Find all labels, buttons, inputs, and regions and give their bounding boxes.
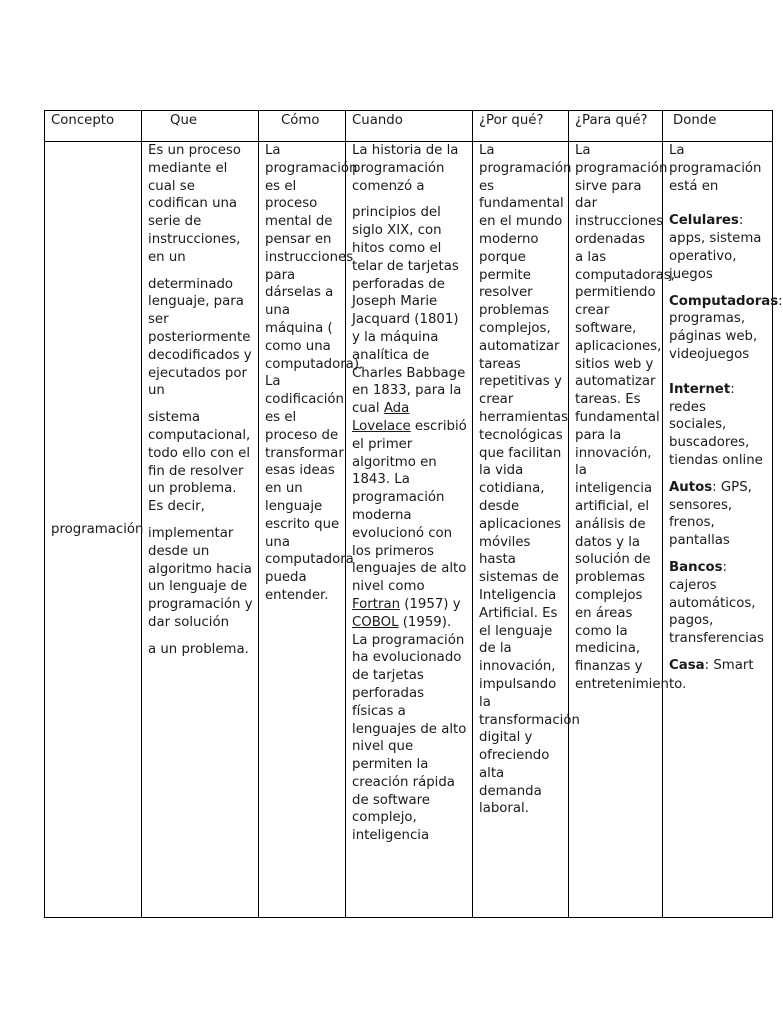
concept-text: programación xyxy=(51,521,144,537)
donde-item xyxy=(669,381,767,470)
por-que-paragraph: La programación es fundamental en el mundo moderno porque permite resolver problemas complejos, automatizar tareas repetitivas y crear herramientas tecnológicas que facilitan la vida cotidiana, desde aplicaciones móviles hasta sistemas de Inteligencia Artificial. Es el lenguaje de la innovación, impulsando la transformación digital y ofreciendo alta demanda laboral. xyxy=(479,143,580,817)
que-paragraph: determinado lenguaje, para ser posteriormente decodificados y ejecutados por un xyxy=(148,276,252,399)
fortran-link[interactable]: Fortran xyxy=(352,596,401,612)
cuando-paragraph xyxy=(352,204,467,845)
cell-por-que xyxy=(473,142,580,918)
que-paragraph: implementar desde un algoritmo hacia un lenguaje de programación y dar solución xyxy=(148,525,253,630)
concept-table xyxy=(44,110,783,918)
donde-item xyxy=(669,657,767,675)
header-para-que: ¿Para qué? xyxy=(569,111,663,142)
header-row xyxy=(45,111,773,142)
content-row xyxy=(45,142,773,918)
cell-que xyxy=(142,142,259,918)
donde-text: : apps, sistema operativo, juegos xyxy=(669,213,762,282)
header-cuando: Cuando xyxy=(346,111,473,142)
donde-item xyxy=(669,559,767,648)
header-como: Cómo xyxy=(259,111,346,142)
header-concepto: Concepto xyxy=(45,111,142,142)
para-que-paragraph: La programación sirve para dar instrucciones ordenadas a las computadoras, permitiendo crear software, aplicaciones, sitios web y automatizar tareas. Es fundamental para la innovación, la inteligencia artificial, el análisis de datos y la solución de problemas complejos en áreas como la medicina, finanzas y entretenimiento. xyxy=(575,143,687,692)
que-paragraph: Es un proceso mediante el cual se codifican una serie de instrucciones, en un xyxy=(148,143,241,265)
donde-text: : Smart xyxy=(704,657,754,673)
donde-term: Computadoras xyxy=(669,293,779,309)
cell-cuando xyxy=(346,142,473,918)
cuando-paragraph: La historia de la programación comenzó a xyxy=(352,143,459,194)
donde-text: : redes sociales, buscadores, tiendas online xyxy=(669,381,763,468)
cuando-text: (1959). La programación ha evolucionado de tarjetas perforadas físicas a lenguajes de alto nivel que permiten la creación rápida de software complejo, inteligencia xyxy=(352,614,467,844)
cell-donde xyxy=(663,142,783,918)
donde-term: Autos xyxy=(669,479,713,495)
donde-text: : GPS, sensores, frenos, pantallas xyxy=(669,479,752,549)
que-paragraph: a un problema. xyxy=(148,641,249,657)
donde-intro: La programación está en xyxy=(669,143,762,194)
header-por-que: ¿Por qué? xyxy=(473,111,569,142)
donde-text: : cajeros automáticos, pagos, transferencias xyxy=(669,559,764,647)
donde-term: Bancos xyxy=(669,559,723,575)
ada-lovelace-link[interactable]: Ada Lovelace xyxy=(352,401,411,434)
cuando-text: principios del siglo XIX, con hitos como el telar de tarjetas perforadas de Joseph Marie Jacquard (1801) y la máquina analítica de Charles Babbage en 1833, para la cual xyxy=(352,205,466,417)
header-que: Que xyxy=(142,111,259,142)
donde-item xyxy=(669,293,783,364)
cuando-text: escribió el primer algoritmo en 1843. La programación moderna evolucionó con los primeros lenguajes de alto nivel como xyxy=(352,418,467,595)
cobol-link[interactable]: COBOL xyxy=(352,614,399,630)
header-donde: Donde xyxy=(663,111,773,142)
donde-item xyxy=(669,212,767,283)
como-paragraph: La programación es el proceso mental de pensar en instrucciones para dárselas a una máquina ( como una computadora). La codificación es el proceso de transformar esas ideas en un lenguaje escrito que una computadora pueda entender. xyxy=(265,143,364,603)
cuando-text: (1957) y xyxy=(400,596,461,612)
donde-term: Casa xyxy=(669,657,705,673)
que-paragraph: sistema computacional, todo ello con el fin de resolver un problema. Es decir, xyxy=(148,410,251,515)
donde-term: Internet xyxy=(669,381,731,397)
cell-concepto xyxy=(45,142,142,918)
donde-item xyxy=(669,479,767,550)
donde-text: : programas, páginas web, videojuegos xyxy=(669,293,783,362)
donde-term: Celulares xyxy=(669,213,739,229)
cell-como xyxy=(259,142,364,918)
